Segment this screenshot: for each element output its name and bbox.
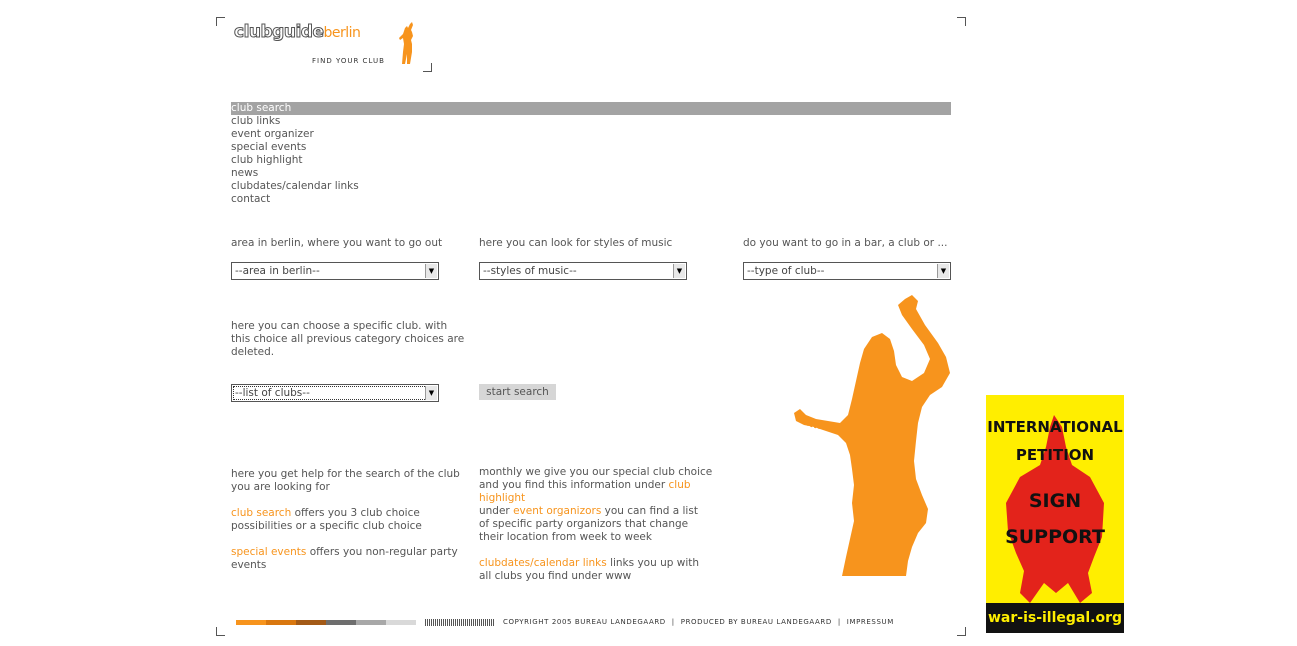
club-label: here you can choose a specific club. with this choice all previous category choices are deleted. — [231, 320, 465, 358]
banner-call — [986, 483, 1124, 555]
club-highlight-link[interactable]: club highlight — [479, 479, 691, 504]
event-organizers-link[interactable]: event organizors — [513, 505, 602, 517]
banner-line-sign: SIGN — [1028, 490, 1082, 512]
club-select-value: --list of clubs-- — [235, 387, 310, 399]
help-intro: here you get help for the search of the club you are looking for — [231, 468, 460, 493]
help-event-organizers — [479, 505, 711, 544]
special-events-link[interactable]: special events — [231, 546, 307, 558]
club-select[interactable] — [231, 384, 439, 402]
tagline: FIND YOUR CLUB — [312, 57, 385, 65]
help-calendar — [479, 557, 714, 583]
nav-item-club-highlight[interactable]: club highlight — [231, 154, 303, 166]
main-nav — [231, 102, 951, 206]
footer-text — [503, 618, 894, 626]
footer-bar — [356, 620, 386, 625]
banner-title — [986, 413, 1124, 469]
footer-separator: | — [671, 618, 675, 626]
dancer-silhouette-image — [790, 295, 955, 577]
chevron-down-icon[interactable]: ▼ — [937, 264, 949, 278]
special-events-desc: offers you non-regular party events — [231, 546, 458, 571]
club-search-link[interactable]: club search — [231, 507, 292, 519]
footer-bar — [326, 620, 356, 625]
area-select-value: --area in berlin-- — [235, 265, 320, 277]
event-organizers-desc: you can find a list of specific party organizors that change their location from week to week — [479, 505, 698, 543]
styles-select[interactable] — [479, 262, 687, 280]
banner-line-petition: PETITION — [1015, 446, 1095, 464]
banner-url[interactable]: war-is-illegal.org — [986, 603, 1124, 633]
type-select-value: --type of club-- — [747, 265, 825, 277]
impressum-link[interactable]: IMPRESSUM — [846, 618, 894, 626]
nav-item-special-events[interactable]: special events — [231, 141, 307, 153]
logo-corner — [423, 63, 432, 72]
footer-tick-pattern — [425, 619, 495, 626]
calendar-desc: links you up with all clubs you find under www — [479, 557, 700, 582]
nav-item-calendar-links[interactable]: clubdates/calendar links — [231, 180, 359, 192]
monthly-desc: monthly we give you our special club choice and you find this information under — [479, 466, 713, 491]
help-monthly — [479, 466, 731, 505]
nav-item-club-links[interactable]: club links — [231, 115, 281, 127]
area-select[interactable] — [231, 262, 439, 280]
area-label: area in berlin, where you want to go out — [231, 237, 443, 249]
styles-label: here you can look for styles of music — [479, 237, 673, 249]
footer-bar — [236, 620, 266, 625]
styles-select-value: --styles of music-- — [483, 265, 577, 277]
type-label: do you want to go in a bar, a club or ... — [743, 237, 948, 249]
footer-separator: | — [837, 618, 841, 626]
footer-produced: PRODUCED BY BUREAU LANDEGAARD — [680, 618, 832, 626]
logo-main-text: clubguide — [234, 22, 324, 42]
logo-dancer-icon — [398, 22, 418, 66]
banner-line-international: INTERNATIONAL — [987, 418, 1123, 436]
banner-line-support: SUPPORT — [1005, 526, 1105, 548]
nav-item-contact[interactable]: contact — [231, 193, 271, 205]
under-text: under — [479, 505, 514, 517]
nav-item-club-search[interactable]: club search — [231, 102, 951, 115]
footer-color-bars — [236, 620, 416, 625]
start-search-button[interactable]: start search — [479, 384, 556, 400]
footer-bar — [386, 620, 416, 625]
help-club-search — [231, 507, 461, 533]
frame-corner-bottom-left — [216, 627, 225, 636]
footer-copyright: COPYRIGHT 2005 BUREAU LANDEGAARD — [503, 618, 666, 626]
chevron-down-icon[interactable]: ▼ — [425, 386, 437, 400]
help-special-events — [231, 546, 461, 572]
footer-bar — [296, 620, 326, 625]
chevron-down-icon[interactable]: ▼ — [425, 264, 437, 278]
chevron-down-icon[interactable]: ▼ — [673, 264, 685, 278]
frame-corner-top-right — [957, 17, 966, 26]
site-logo[interactable] — [234, 22, 360, 44]
type-select[interactable] — [743, 262, 951, 280]
frame-corner-bottom-right — [957, 627, 966, 636]
nav-item-news[interactable]: news — [231, 167, 259, 179]
frame-corner-top-left — [216, 17, 225, 26]
club-search-desc: offers you 3 club choice possibilities or a specific club choice — [231, 507, 422, 532]
nav-item-event-organizer[interactable]: event organizer — [231, 128, 314, 140]
logo-city-text: berlin — [323, 25, 361, 41]
calendar-links-link[interactable]: clubdates/calendar links — [479, 557, 607, 569]
footer-bar — [266, 620, 296, 625]
petition-banner[interactable] — [986, 395, 1124, 633]
